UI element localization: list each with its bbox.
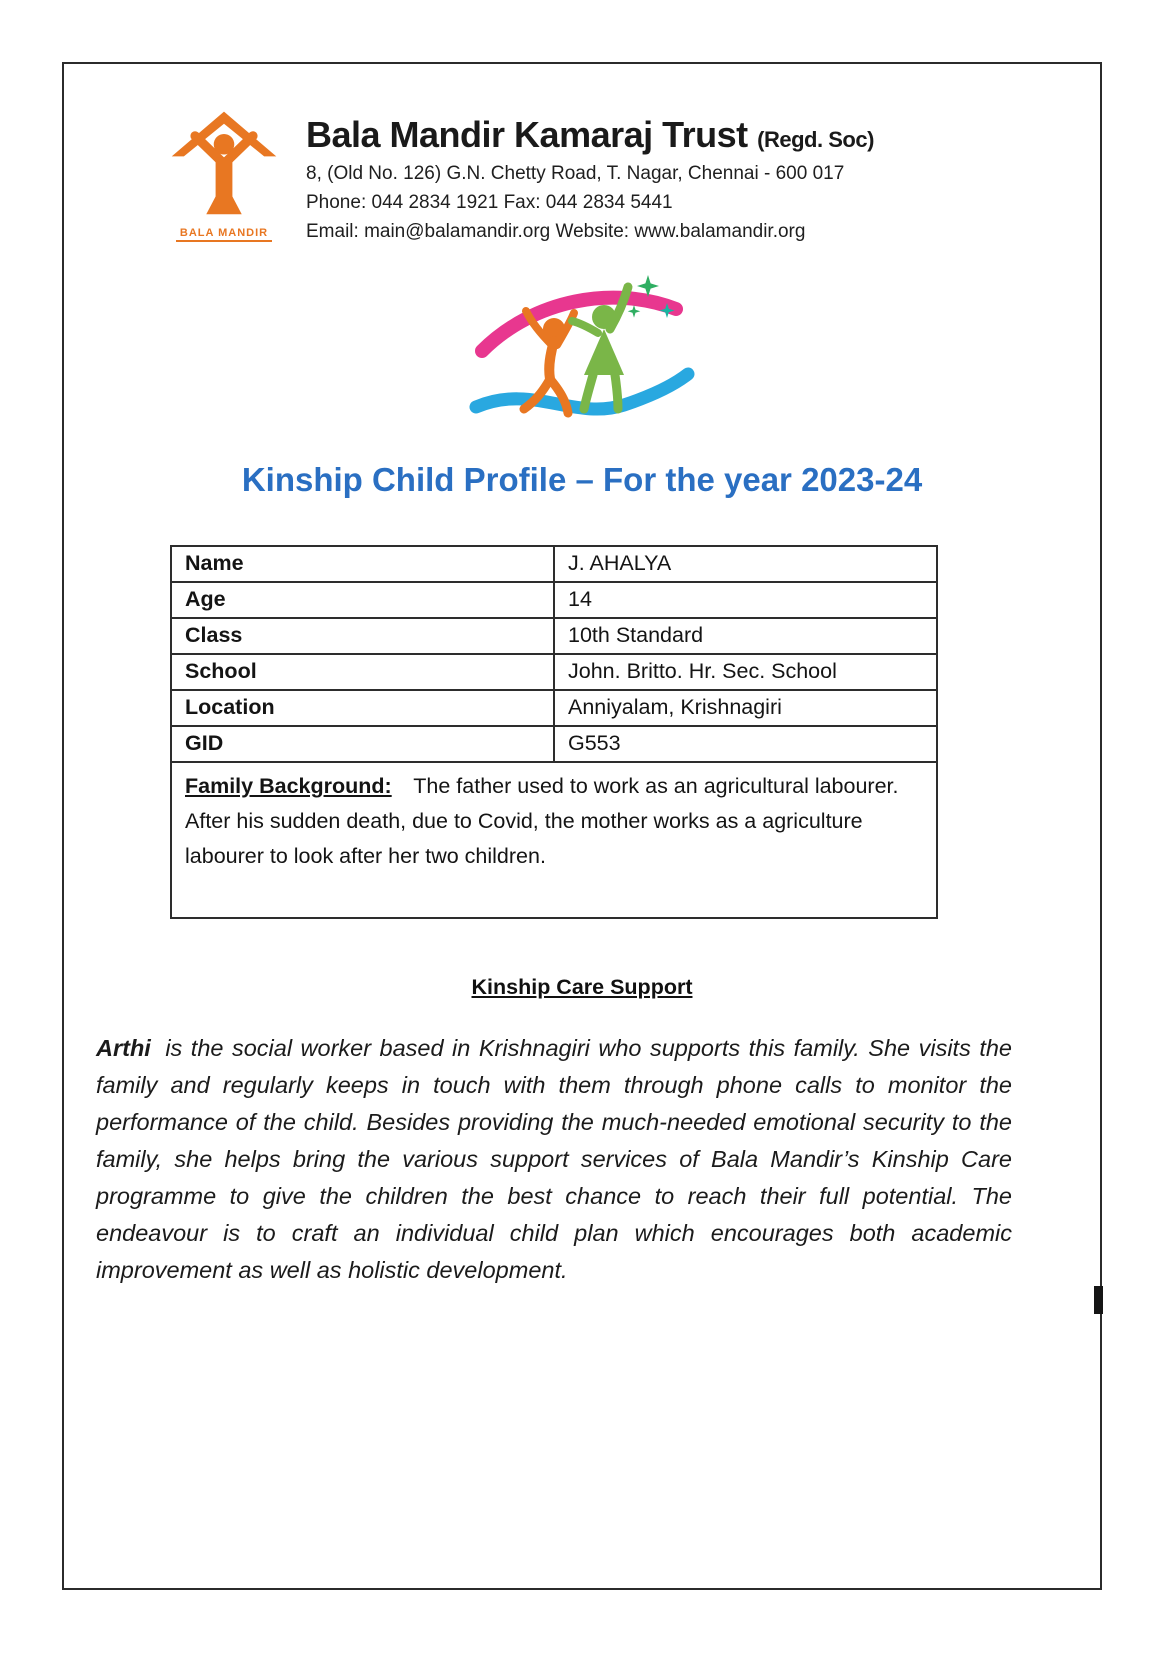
row-value-class: 10th Standard (554, 618, 937, 654)
table-row (171, 726, 937, 762)
family-background-text: The father used to work as an agricultural labourer. After his sudden death, due to Covid, the mother works as a agriculture labourer to look after her two children. (185, 774, 899, 868)
org-name-text: Bala Mandir Kamaraj Trust (306, 114, 748, 155)
org-email-website: Email: main@balamandir.org Website: www.balamandir.org (306, 221, 806, 242)
table-row (171, 690, 937, 726)
scan-artifact (1094, 1286, 1103, 1314)
support-section-heading: Kinship Care Support (471, 975, 693, 1000)
letterhead (168, 106, 1100, 243)
logo-caption: BALA MANDIR (176, 227, 272, 242)
row-label-name: Name (171, 546, 554, 582)
page-title: Kinship Child Profile – For the year 2023-24 (241, 461, 923, 498)
table-row (171, 582, 937, 618)
org-phone-fax: Phone: 044 2834 1921 Fax: 044 2834 5441 (306, 192, 673, 213)
row-label-school: School (171, 654, 554, 690)
row-label-class: Class (171, 618, 554, 654)
row-value-gid: G553 (554, 726, 937, 762)
org-name (306, 114, 874, 156)
family-background-cell (171, 762, 937, 918)
profile-table (170, 545, 938, 919)
org-address: 8, (Old No. 126) G.N. Chetty Road, T. Nagar, Chennai - 600 017 (306, 163, 845, 184)
table-row (171, 546, 937, 582)
org-block (306, 106, 874, 243)
kinship-children-logo-icon (462, 269, 702, 437)
bala-mandir-logo-icon (168, 106, 280, 218)
row-value-school: John. Britto. Hr. Sec. School (554, 654, 937, 690)
table-row (171, 654, 937, 690)
table-row-family-background (171, 762, 937, 918)
row-label-gid: GID (171, 726, 554, 762)
org-logo (168, 106, 280, 242)
row-value-name: J. AHALYA (554, 546, 937, 582)
table-row (171, 618, 937, 654)
row-label-location: Location (171, 690, 554, 726)
social-worker-name: Arthi (96, 1035, 151, 1062)
support-paragraph-text: is the social worker based in Krishnagiri who supports this family. She visits the family and regularly keeps in touch with them through phone calls to monitor the performance of the child. Besides providing the much-needed emotional security to the family, she helps bring the various support services of Bala Mandir’s Kinship Care programme to give the children the best chance to reach their full potential. The endeavour is to craft an individual child plan which encourages both academic improvement as well as holistic development. (96, 1035, 1012, 1284)
org-suffix: (Regd. Soc) (757, 127, 874, 152)
family-background-label: Family Background: (185, 774, 392, 798)
row-value-age: 14 (554, 582, 937, 618)
page-border (62, 62, 1102, 1590)
row-label-age: Age (171, 582, 554, 618)
row-value-location: Anniyalam, Krishnagiri (554, 690, 937, 726)
support-section-paragraph (96, 1030, 1012, 1289)
